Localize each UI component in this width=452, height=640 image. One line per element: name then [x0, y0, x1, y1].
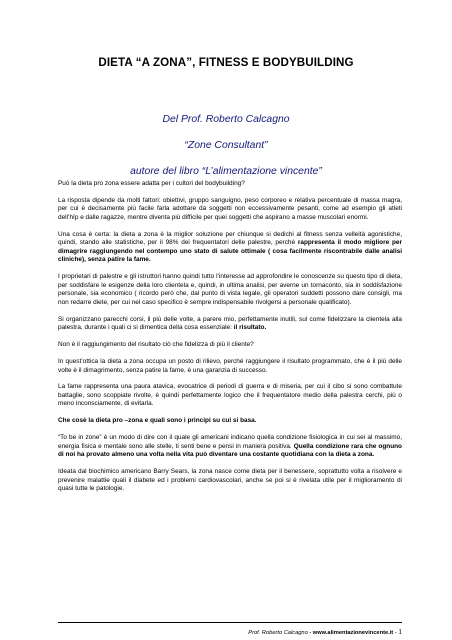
footer-author: Prof. Roberto Calcagno -	[248, 630, 313, 636]
paragraph	[58, 316, 402, 333]
paragraph: In quest’ottica la dieta a zona occupa un posto di rilievo, perché raggiungere il risultato programmato, che è il più delle volte è il dimagrimento, senza patire la fame, è una garanzia di successo.	[58, 357, 402, 374]
author-block	[0, 107, 452, 185]
author-name: Del Prof. Roberto Calcagno	[162, 114, 290, 125]
paragraph-bold-text: il risultato.	[233, 324, 267, 332]
paragraph: La risposta dipende da molti fattori: obiettivi, gruppo sanguigno, peso corporeo e relativa percentuale di massa magra, per cui è decisamente più facile farla adottare da soggetti non eccessivamente pesanti, come ad esempio gli atleti dell’hïp e dalle ragazze, mentre diventa più difficile per quei soggetti che aspirano a masse muscolari enormi.	[58, 196, 402, 221]
page-number: 1	[398, 627, 402, 636]
page-title: DIETA “A ZONA”, FITNESS E BODYBUILDING	[98, 56, 354, 69]
paragraph: Non è il raggiungimento del risultato ciò che fidelizza di più il cliente?	[58, 341, 254, 349]
section-heading	[58, 417, 402, 426]
article-body	[58, 180, 402, 502]
paragraph	[58, 434, 402, 460]
page-footer	[58, 622, 402, 636]
author-book: autore del libro “L’alimentazione vincente”	[130, 166, 322, 177]
paragraph: La fame rappresenta una paura atavica, evocatrice di periodi di guerra e di miseria, per cui il cibo si sono combattute battaglie, sono scoppiate rivolte, è quindi perfettamente logico che il frequentatore medio della palestra cerchi, più o meno inconsciamente, di evitarla.	[58, 383, 402, 408]
paragraph: Può la dieta pro zona essere adatta per i cultori del bodybuilding?	[58, 180, 245, 187]
section-heading-text: Che cosè la dieta pro –zona e quali sono i principi su cui si basa.	[58, 417, 257, 425]
paragraph: Ideata dal biochimico americano Barry Sears, la zona nasce come dieta per il benessere, soprattutto volta a risolvere e prevenire malattie quali il diabete ed i problemi cardiovascolari, anche se poi si è rivelata utile per il miglioramento di quasi tutte le patologie.	[58, 468, 402, 493]
paragraph-text: Si organizzano parecchi corsi, il più delle volte, a parere mio, perfettamente inutili, sul come fidelizzare la clientela alla palestra, durante i quali ci si dimentica della cosa essenziale:	[58, 315, 402, 332]
paragraph	[58, 231, 402, 265]
paragraph: I proprietari di palestre e gli istruttori hanno quindi tutto l’interesse ad approfondire le conoscenze su questo tipo di dieta, per soddisfare le esigenze della loro clientela e, quindi, in ultima analisi, per averne un tornaconto, sia in soddisfazione personale, sia economico ( ricordo però che, dal punto di vista legale, gli operatori suddetti possono dare consigli, ma non redarre diete, per cui nel caso specifico è sempre indispensabile rivolgersi a personale qualificato).	[58, 273, 402, 306]
paragraph-bold-text: rappresenta il modo migliore per dimagrire raggiungendo nel contempo uno stato di salute ottimale ( cosa facilmente riscontrabile dalle analisi cliniche), senza patire la fame.	[58, 239, 402, 264]
paragraph-bold-text: Quella condizione rara che ognuno di noi ha provato almeno una volta nella vita può diventare una costante quotidiana con la dieta a zona.	[58, 442, 402, 459]
paragraph-text: Una cosa è certa: la dieta a zona è la miglior soluzione per chiunque si dedichi al fitness senza velleità agonistiche, quindi, stando alle statistiche, per il 98% dei frequentatori delle palestre, perché	[58, 230, 402, 247]
author-role: “Zone Consultant”	[184, 140, 268, 151]
paragraph-text: “To be in zone” è un modo di dire con il quale gli americani indicano quella condizione fisiologica in cui sei al massimo, energia fisica e mentale sono alle stelle, ti senti bene e pensi in maniera positiva.	[58, 434, 402, 450]
footer-website-link[interactable]: www.alimentazionevincente.it	[312, 630, 394, 636]
footer-separator: -	[393, 630, 399, 636]
